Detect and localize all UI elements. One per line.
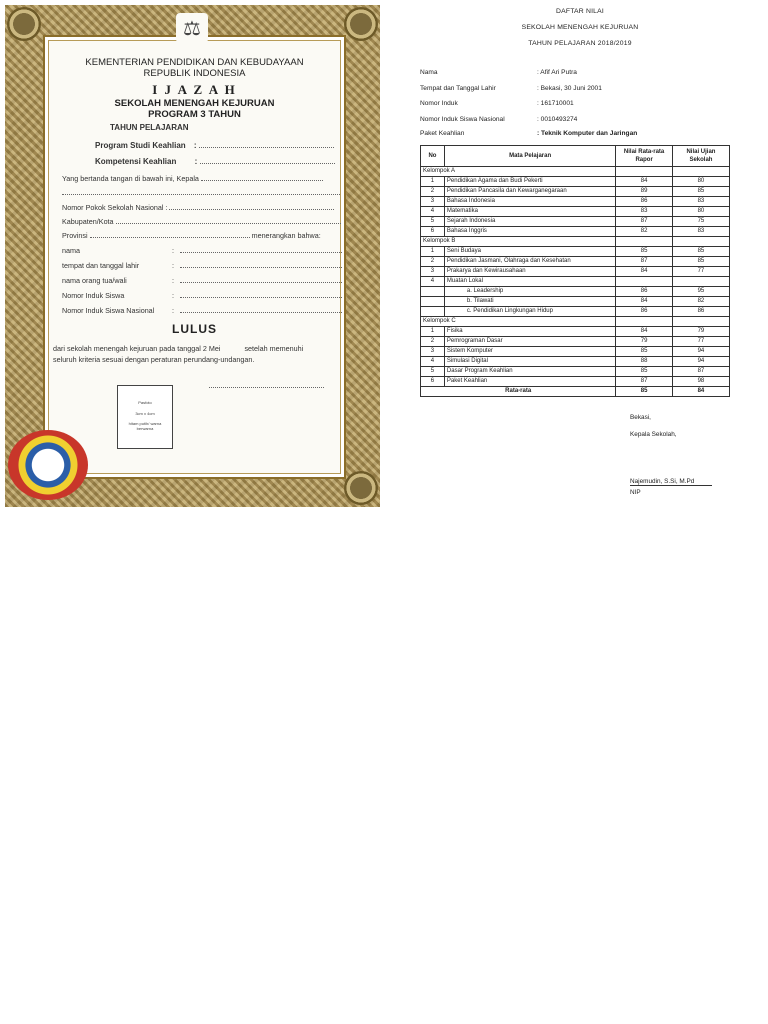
cell-subject: Fisika (444, 327, 615, 337)
npsn-label: Nomor Pokok Sekolah Nasional : (62, 203, 168, 212)
table-row (421, 177, 730, 187)
competency-label: Kompetensi Keahlian (95, 157, 177, 166)
table-row (421, 327, 730, 337)
cell-report: 84 (616, 177, 673, 187)
photo-placeholder (117, 385, 173, 449)
cell-exam: 86 (672, 307, 729, 317)
cell-report: 83 (616, 207, 673, 217)
cell-report: 87 (616, 257, 673, 267)
empty-cell (616, 237, 673, 247)
description-line1b: setelah memenuhi (244, 344, 304, 353)
study-program-label: Program Studi Keahlian (95, 141, 186, 150)
average-label: Rata-rata (421, 387, 616, 397)
table-row (421, 227, 730, 237)
program: PROGRAM 3 TAHUN (148, 109, 241, 120)
field-birth: tempat dan tanggal lahir : (62, 261, 139, 270)
cell-subject: Bahasa Inggris (444, 227, 615, 237)
table-row (421, 377, 730, 387)
group-label: Kelompok A (421, 167, 616, 177)
cell-report (616, 277, 673, 287)
header-exam: Nilai Ujian Sekolah (672, 146, 729, 167)
corner-ornament (344, 471, 378, 505)
table-row (421, 297, 730, 307)
table-row (421, 347, 730, 357)
cell-report: 87 (616, 377, 673, 387)
result-text: LULUS (172, 322, 217, 336)
cell-report: 84 (616, 267, 673, 277)
table-row (421, 277, 730, 287)
school-seal-logo (8, 430, 88, 500)
sign-name: Najemudin, S.Si, M.Pd (630, 478, 712, 486)
group-row (421, 237, 730, 247)
cell-exam: 94 (672, 347, 729, 357)
cell-subject: Simulasi Digital (444, 357, 615, 367)
cell-subject: Pemrograman Dasar (444, 337, 615, 347)
cell-no: 4 (421, 277, 445, 287)
cell-no: 1 (421, 247, 445, 257)
field-name: nama : (62, 246, 80, 255)
cell-no: 1 (421, 177, 445, 187)
grades-title: DAFTAR NILAI (556, 8, 604, 15)
cell-subject: Matematika (444, 207, 615, 217)
average-row (421, 387, 730, 397)
table-row (421, 257, 730, 267)
cell-report: 85 (616, 247, 673, 257)
cell-subject: Dasar Program Keahlian (444, 367, 615, 377)
cell-no: 4 (421, 207, 445, 217)
intro-text: Yang bertanda tangan di bawah ini, Kepala (62, 174, 199, 183)
cell-subject: Sistem Komputer (444, 347, 615, 357)
cell-exam: 98 (672, 377, 729, 387)
cell-no: 5 (421, 217, 445, 227)
cell-subject: Paket Keahlian (444, 377, 615, 387)
cell-exam (672, 277, 729, 287)
grades-table (420, 145, 730, 397)
empty-cell (616, 167, 673, 177)
cell-subject: Pendidikan Pancasila dan Kewarganegaraan (444, 187, 615, 197)
cell-report: 86 (616, 197, 673, 207)
school-type: SEKOLAH MENENGAH KEJURUAN (114, 98, 275, 109)
cell-exam: 85 (672, 247, 729, 257)
cell-subject: Pendidikan Agama dan Budi Pekerti (444, 177, 615, 187)
grades-school: SEKOLAH MENENGAH KEJURUAN (521, 24, 639, 31)
cell-report: 79 (616, 337, 673, 347)
cell-subject: Bahasa Indonesia (444, 197, 615, 207)
cell-exam: 83 (672, 197, 729, 207)
year-label: TAHUN PELAJARAN (110, 123, 189, 132)
table-row (421, 307, 730, 317)
header-no: No (421, 146, 445, 167)
empty-cell (672, 237, 729, 247)
cell-exam: 95 (672, 287, 729, 297)
cell-no (421, 287, 445, 297)
description-line1: dari sekolah menengah kejuruan pada tanggal 2 Mei (53, 344, 221, 353)
cell-subject: c. Pendidikan Lingkungan Hidup (444, 307, 615, 317)
cell-report: 84 (616, 297, 673, 307)
cell-subject: Sejarah Indonesia (444, 217, 615, 227)
header-report: Nilai Rata-rata Rapor (616, 146, 673, 167)
table-row (421, 217, 730, 227)
cell-report: 86 (616, 287, 673, 297)
table-row (421, 267, 730, 277)
table-row (421, 197, 730, 207)
province-label: Provinsi (62, 231, 88, 240)
cell-no: 4 (421, 357, 445, 367)
group-row (421, 317, 730, 327)
cell-subject: Muatan Lokal (444, 277, 615, 287)
cell-no: 1 (421, 327, 445, 337)
cell-no (421, 307, 445, 317)
cell-no: 5 (421, 367, 445, 377)
ministry-line1: KEMENTERIAN PENDIDIKAN DAN KEBUDAYAAN (85, 57, 304, 68)
empty-cell (616, 317, 673, 327)
cell-no (421, 297, 445, 307)
corner-ornament (344, 7, 378, 41)
cell-subject: Seni Budaya (444, 247, 615, 257)
group-row (421, 167, 730, 177)
certificate-title: I J A Z A H (152, 82, 237, 97)
cell-exam: 79 (672, 327, 729, 337)
table-row (421, 287, 730, 297)
empty-cell (672, 167, 729, 177)
table-row (421, 207, 730, 217)
certificate-body: KEMENTERIAN PENDIDIKAN DAN KEBUDAYAAN REPUBLIK INDONESIA I J A Z A H SEKOLAH MENENGAH KEJURUAN PROGRAM 3 TAHUN TAHUN PELAJARAN Program Studi Keahlian : Kompetensi Keahlian : Yang bertanda tangan di bawah ini, Kepala Nomor Pokok Sekolah Nasional : Kabupaten/Kota Provinsi menerangkan bahwa: nama : tempat dan tanggal lahir : nama orang tua/wali : Nomor Induk Siswa : Nomor Induk Siswa Nasional : LULUS dari sekolah menengah kejuruan pada tanggal 2 Mei setelah memenuhi seluruh kriteria sesuai dengan peraturan perundang-undangan. (43, 35, 346, 479)
cell-no: 2 (421, 187, 445, 197)
photo-note: hitam putih/ warna berwarna (128, 421, 162, 431)
cell-exam: 87 (672, 367, 729, 377)
field-nisn: Nomor Induk Siswa Nasional : (62, 306, 154, 315)
cell-subject: a. Leadership (444, 287, 615, 297)
cell-report: 85 (616, 367, 673, 377)
cell-exam: 83 (672, 227, 729, 237)
sign-place: Bekasi, (630, 414, 651, 421)
table-body (421, 167, 730, 397)
cell-exam: 80 (672, 207, 729, 217)
photo-size: 3cm x 4cm (135, 411, 155, 416)
ministry-line2: REPUBLIK INDONESIA (143, 68, 246, 79)
cell-report: 82 (616, 227, 673, 237)
cell-no: 3 (421, 267, 445, 277)
cell-exam: 85 (672, 257, 729, 267)
city-label: Kabupaten/Kota (62, 217, 114, 226)
cell-exam: 77 (672, 337, 729, 347)
group-label: Kelompok C (421, 317, 616, 327)
corner-ornament (7, 7, 41, 41)
cell-report: 89 (616, 187, 673, 197)
cell-no: 3 (421, 347, 445, 357)
cell-exam: 85 (672, 187, 729, 197)
header-subject: Mata Pelajaran (444, 146, 615, 167)
cell-no: 6 (421, 377, 445, 387)
field-nis: Nomor Induk Siswa : (62, 291, 124, 300)
table-row (421, 337, 730, 347)
description-line2: seluruh kriteria sesuai dengan peraturan perundang-undangan. (53, 355, 255, 364)
field-parent: nama orang tua/wali : (62, 276, 127, 285)
sign-nip: NIP (630, 489, 641, 496)
table-row (421, 187, 730, 197)
average-exam: 84 (672, 387, 729, 397)
grade-list: DAFTAR NILAI SEKOLAH MENENGAH KEJURUAN TAHUN PELAJARAN 2018/2019 Nama : Afif Ari Putra Tempat dan Tanggal Lahir : Bekasi, 30 Juni 2001 Nomor Induk : 161710001 Nomor Induk Siswa Nasional : 0010493274 Paket Keahlian : Teknik Komputer dan Jaringan No Mata Pelajaran Nilai Rata-rata Rapor Nilai Ujian Sekolah Kelompok A 1 Pendidikan Agama dan Budi Pekerti 84 80 2 Pendidikan Pancasila dan Kewarganegaraan 89 85 3 Bahasa Indonesia 86 83 4 Matematika 83 80 5 Sejarah Indonesia 87 75 6 Bahasa Inggris 82 83 Kelompok B 1 Seni Budaya 85 85 2 Pendidikan Jasmani, Olahraga dan Kesehatan 87 85 3 Prakarya dan Kewirausahaan 84 77 4 Muatan Lokal a. Leadership 86 95 b. Tilawati 84 82 c. Pendidikan Lingkungan Hidup 86 86 Kelompok C 1 Fisika 84 79 2 Pemrograman Dasar 79 77 3 Sistem Komputer 85 94 4 Simulasi Digital 88 94 5 Dasar Program Keahlian 85 87 6 Paket Keahlian 87 98 Rata-rata 85 84 Bekasi, Kepala Sekolah, Najemudin, S.Si, M.Pd NIP (420, 0, 760, 510)
cell-report: 88 (616, 357, 673, 367)
sign-title: Kepala Sekolah, (630, 431, 677, 438)
cell-exam: 82 (672, 297, 729, 307)
table-row (421, 367, 730, 377)
cell-exam: 80 (672, 177, 729, 187)
cell-no: 2 (421, 337, 445, 347)
states-label: menerangkan bahwa: (251, 231, 321, 240)
cell-subject: Prakarya dan Kewirausahaan (444, 267, 615, 277)
group-label: Kelompok B (421, 237, 616, 247)
grades-year: TAHUN PELAJARAN 2018/2019 (528, 40, 632, 47)
cell-subject: Pendidikan Jasmani, Olahraga dan Kesehatan (444, 257, 615, 267)
cell-exam: 77 (672, 267, 729, 277)
cell-report: 87 (616, 217, 673, 227)
certificate (5, 5, 380, 507)
cell-report: 84 (616, 327, 673, 337)
cell-no: 3 (421, 197, 445, 207)
table-header (421, 146, 730, 167)
cell-no: 6 (421, 227, 445, 237)
empty-cell (672, 317, 729, 327)
table-row (421, 357, 730, 367)
table-row (421, 247, 730, 257)
garuda-emblem-icon: ⚖ (176, 13, 208, 43)
photo-label: Pasfoto (138, 400, 152, 405)
cell-exam: 94 (672, 357, 729, 367)
cell-report: 85 (616, 347, 673, 357)
cell-subject: b. Tilawati (444, 297, 615, 307)
cell-exam: 75 (672, 217, 729, 227)
average-report: 85 (616, 387, 673, 397)
cell-report: 86 (616, 307, 673, 317)
cell-no: 2 (421, 257, 445, 267)
